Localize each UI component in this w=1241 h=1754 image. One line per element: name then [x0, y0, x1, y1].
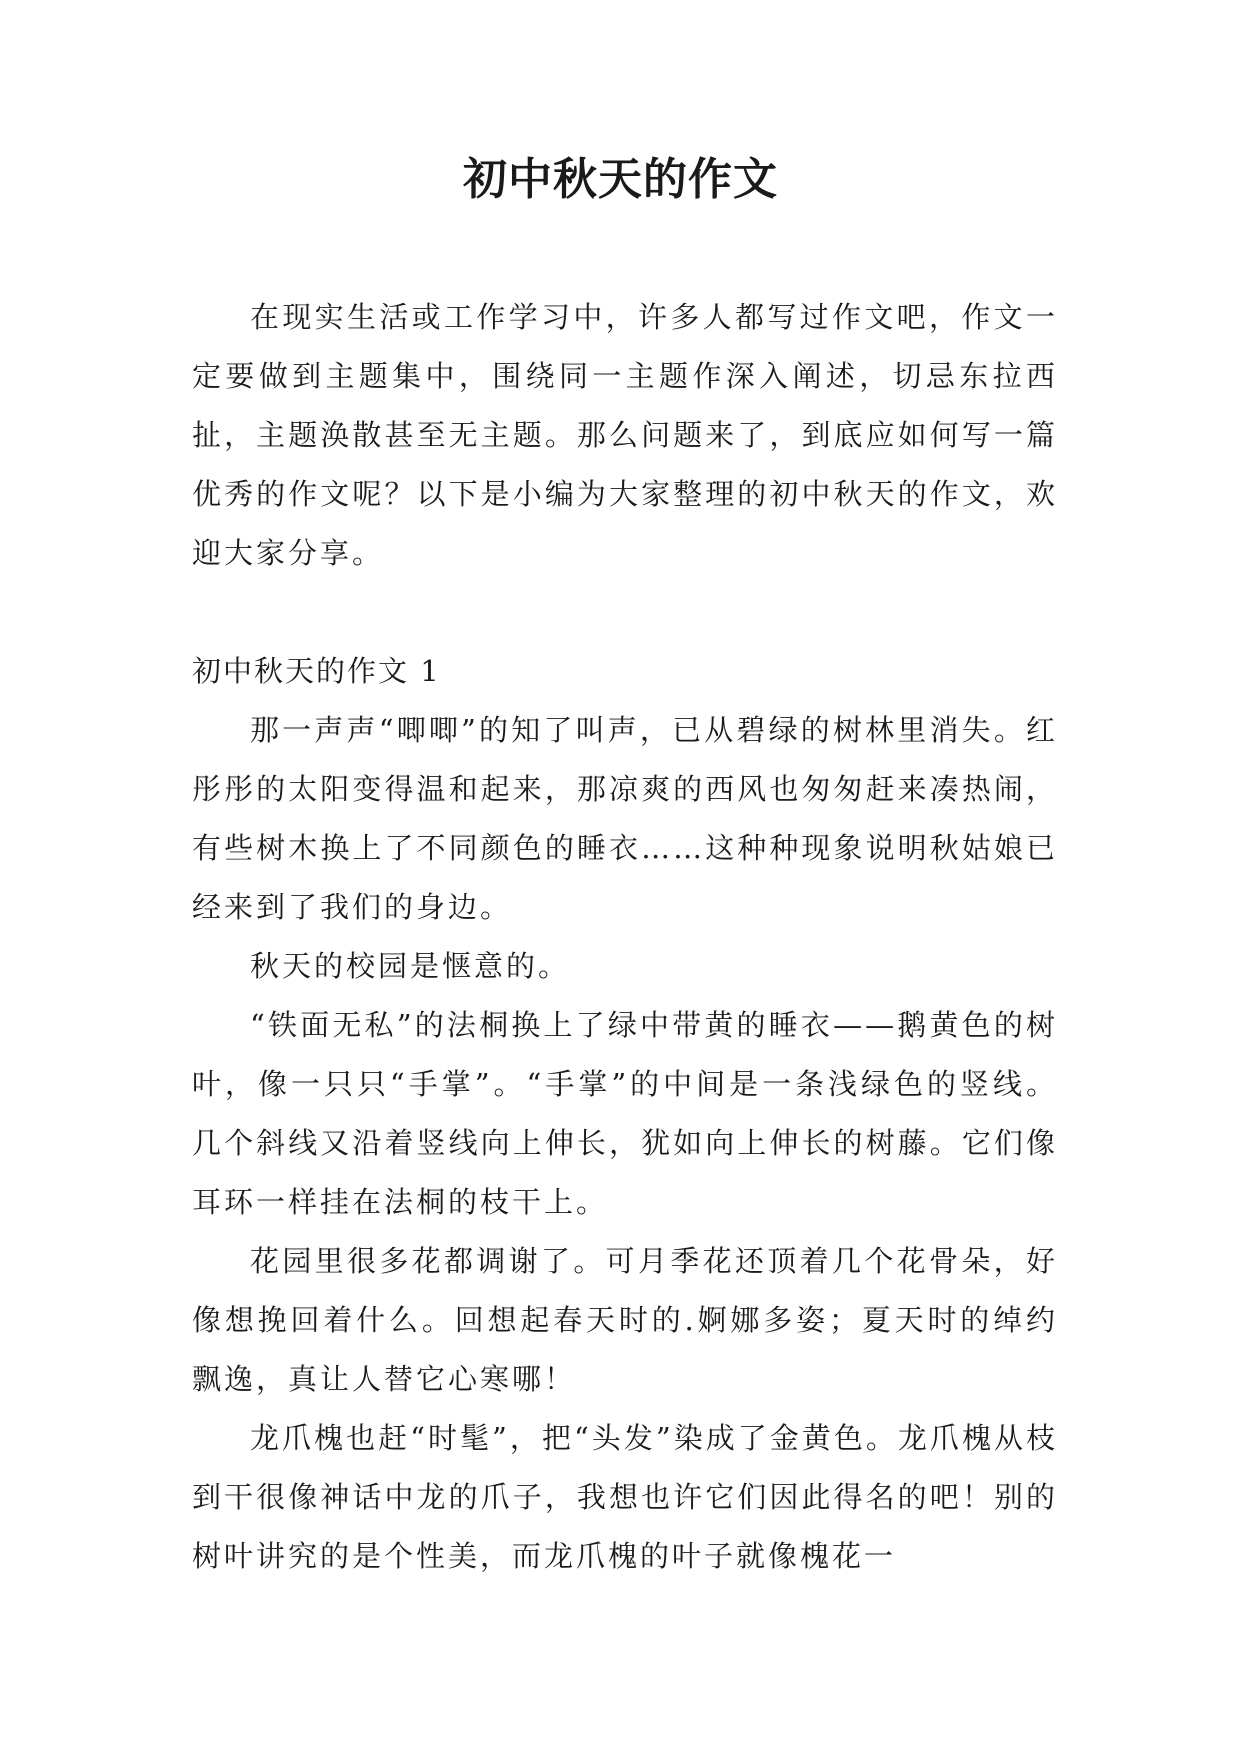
body-paragraph-3: “铁面无私”的法桐换上了绿中带黄的睡衣——鹅黄色的树叶，像一只只“手掌”。“手掌”的中间是一条浅绿色的竖线。几个斜线又沿着竖线向上伸长，犹如向上伸长的树藤。它们像耳环一样挂在法桐的枝干上。	[192, 1008, 1058, 1219]
section-heading: 初中秋天的作文 1	[192, 654, 441, 688]
document-body	[192, 288, 1058, 1586]
body-paragraph-4: 花园里很多花都调谢了。可月季花还顶着几个花骨朵，好像想挽回着什么。回想起春天时的.婀娜多姿；夏天时的绰约飘逸，真让人替它心寒哪！	[192, 1244, 1058, 1396]
body-paragraph-2: 秋天的校园是惬意的。	[250, 949, 571, 983]
intro-paragraph: 在现实生活或工作学习中，许多人都写过作文吧，作文一定要做到主题集中，围绕同一主题作深入阐述，切忌东拉西扯，主题涣散甚至无主题。那么问题来了，到底应如何写一篇优秀的作文呢？以下是小编为大家整理的初中秋天的作文，欢迎大家分享。	[192, 300, 1058, 570]
body-paragraph-1: 那一声声“唧唧”的知了叫声，已从碧绿的树林里消失。红彤彤的太阳变得温和起来，那凉爽的西风也匆匆赶来凑热闹，有些树木换上了不同颜色的睡衣……这种种现象说明秋姑娘已经来到了我们的身边。	[192, 713, 1058, 924]
page-title: 初中秋天的作文	[463, 154, 778, 205]
body-paragraph-5: 龙爪槐也赶“时髦”，把“头发”染成了金黄色。龙爪槐从枝到干很像神话中龙的爪子，我想也许它们因此得名的吧！别的树叶讲究的是个性美，而龙爪槐的叶子就像槐花一	[192, 1421, 1058, 1573]
